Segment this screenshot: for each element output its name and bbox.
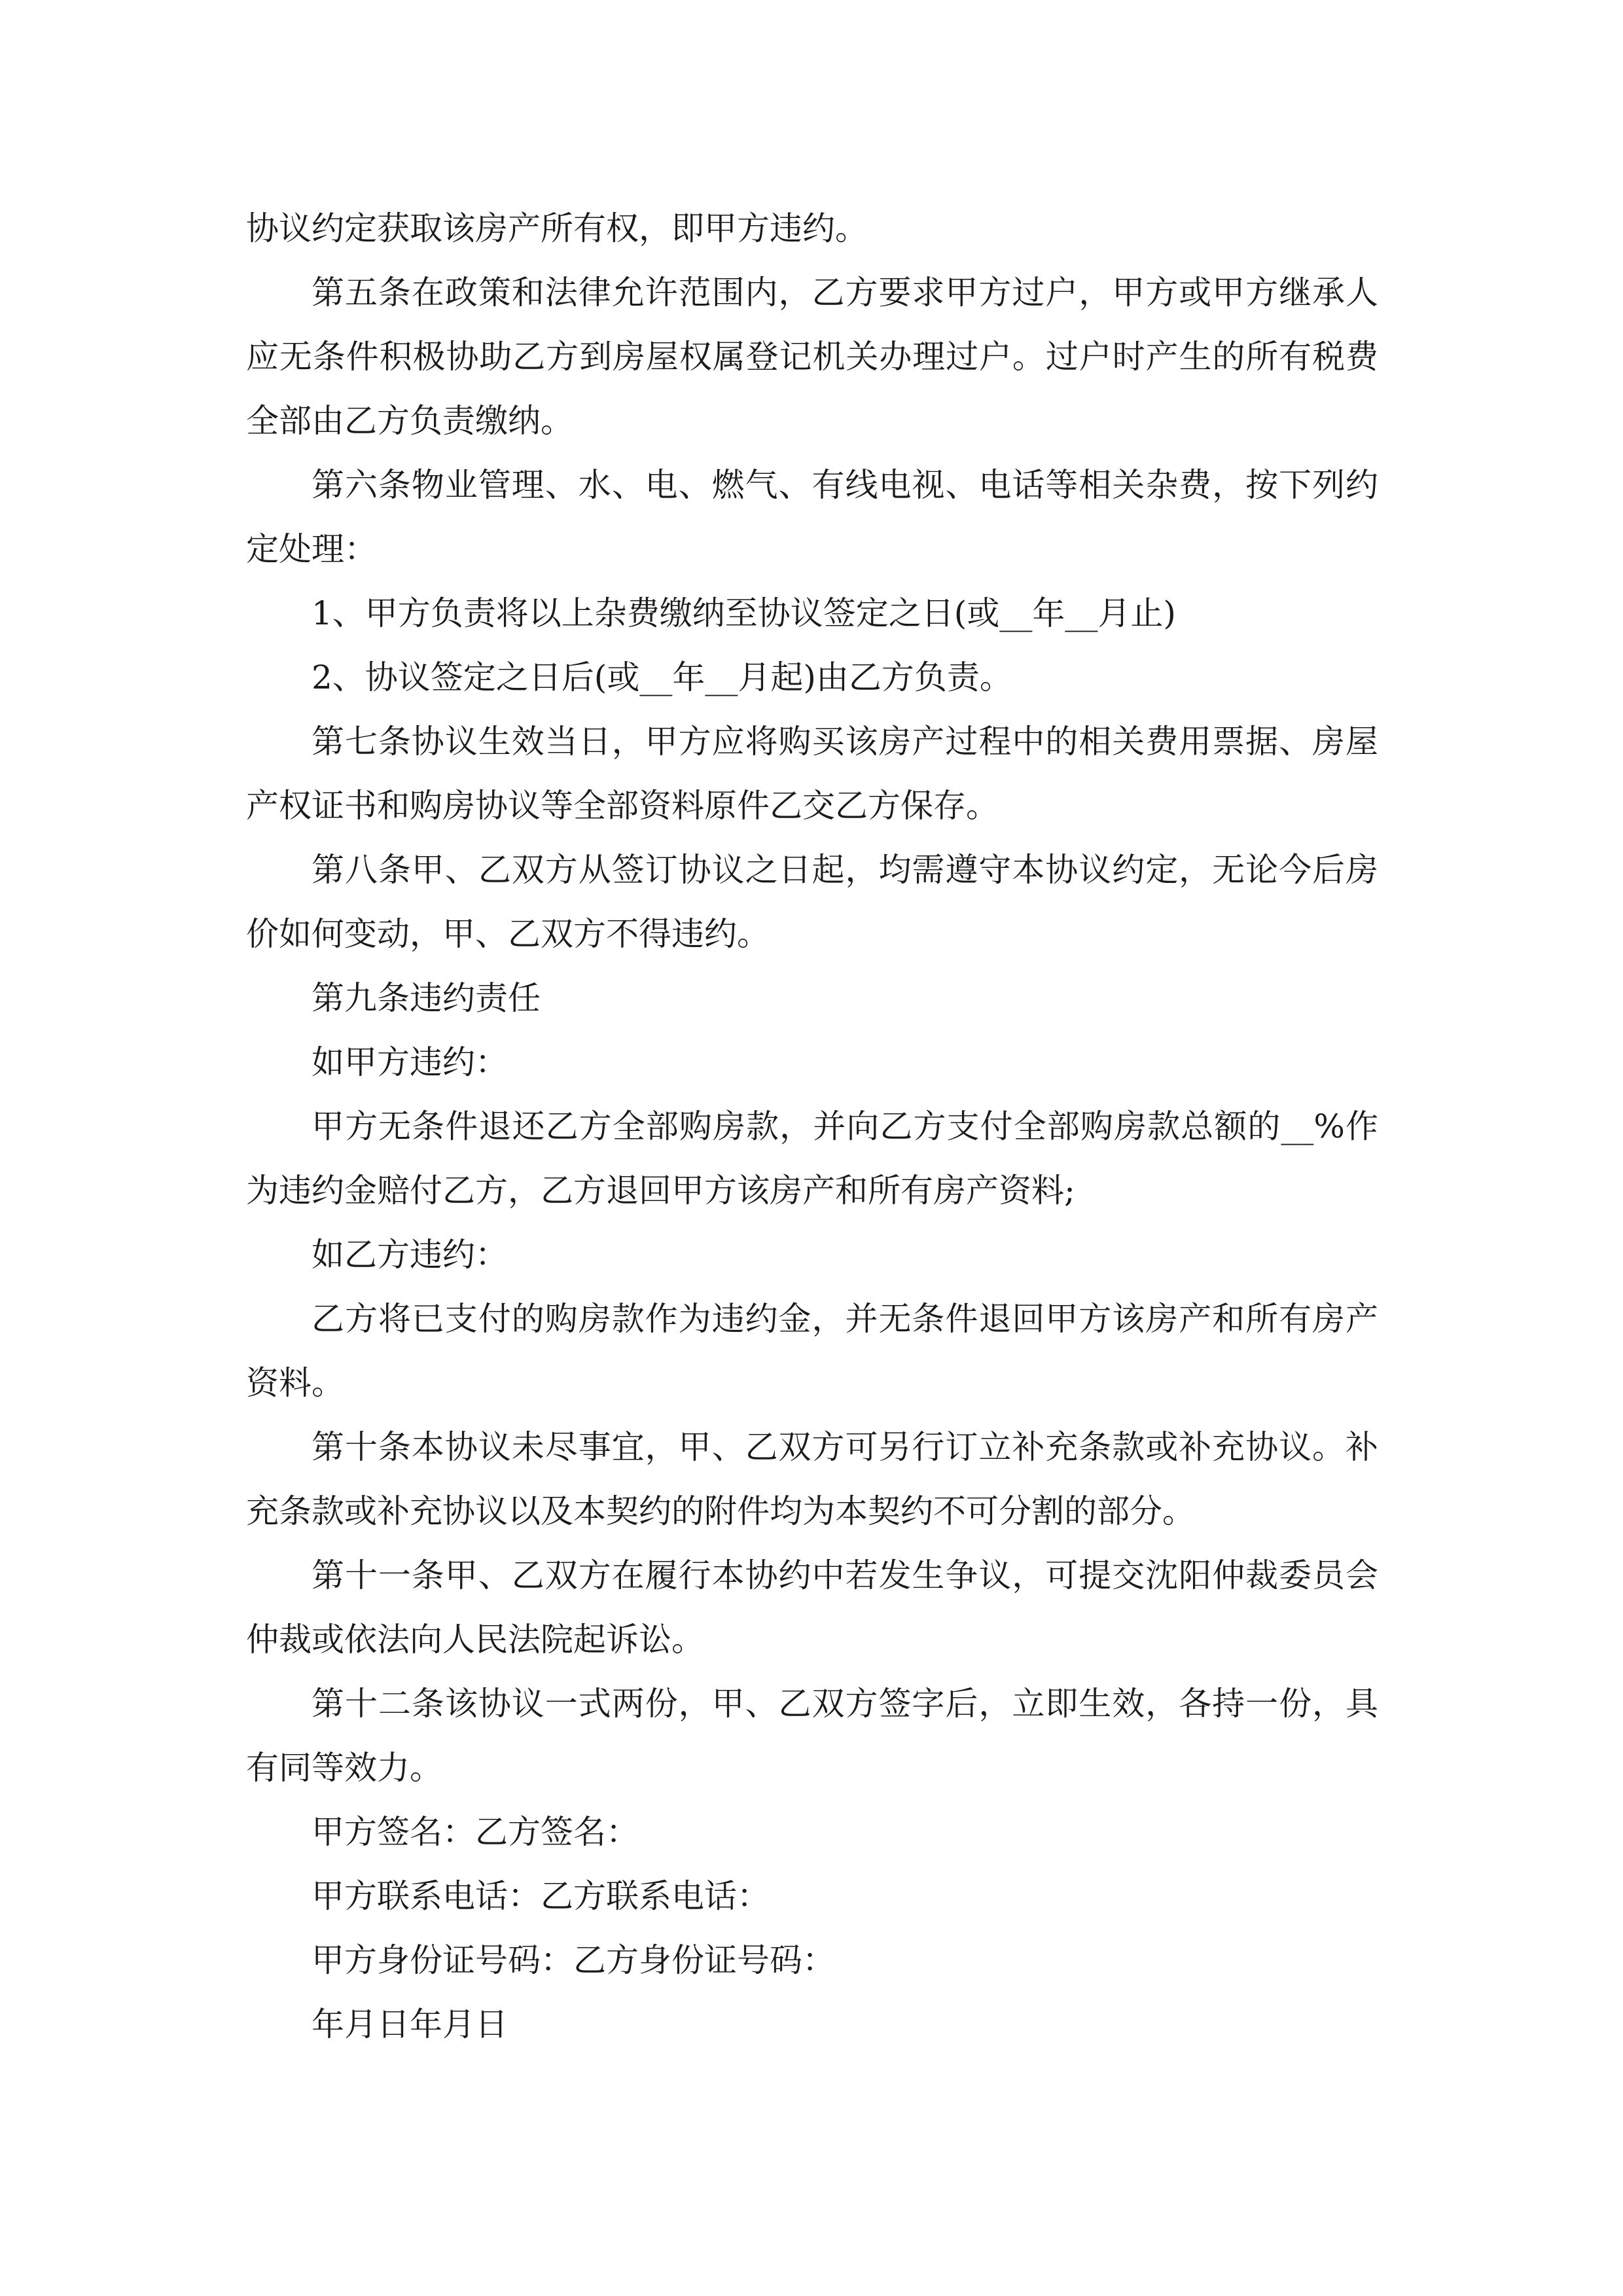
paragraph-article-11: 第十一条甲、乙双方在履行本协约中若发生争议，可提交沈阳仲裁委员会仲裁或依法向人民法院起诉讼。	[246, 1556, 1378, 1659]
document-body	[246, 196, 1378, 2056]
paragraph-article-10: 第十条本协议未尽事宜，甲、乙双方可另行订立补充条款或补充协议。补充条款或补充协议以及本契约的附件均为本契约不可分割的部分。	[246, 1428, 1378, 1530]
signature-line: 甲方签名：乙方签名：	[312, 1813, 639, 1851]
paragraph-party-b-breach-heading: 如乙方违约：	[312, 1236, 508, 1274]
paragraph-party-a-breach: 甲方无条件退还乙方全部购房款，并向乙方支付全部购房款总额的__%作为违约金赔付乙方，乙方退回甲方该房产和所有房产资料;	[246, 1107, 1378, 1210]
paragraph-article-6-item-1: 1、甲方负责将以上杂费缴纳至协议签定之日(或__年__月止)	[312, 594, 1176, 632]
date-line: 年月日年月日	[312, 2005, 508, 2043]
phone-line: 甲方联系电话：乙方联系电话：	[312, 1877, 770, 1915]
id-number-line: 甲方身份证号码：乙方身份证号码：	[312, 1941, 835, 1979]
paragraph-article-9-heading: 第九条违约责任	[312, 979, 541, 1017]
paragraph-article-7: 第七条协议生效当日，甲方应将购买该房产过程中的相关费用票据、房屋产权证书和购房协议等全部资料原件乙交乙方保存。	[246, 723, 1378, 825]
paragraph-continuation: 协议约定获取该房产所有权，即甲方违约。	[246, 209, 868, 247]
paragraph-article-6-item-2: 2、协议签定之日后(或__年__月起)由乙方负责。	[312, 658, 1012, 696]
paragraph-party-b-breach: 乙方将已支付的购房款作为违约金，并无条件退回甲方该房产和所有房产资料。	[246, 1300, 1378, 1402]
paragraph-article-8: 第八条甲、乙双方从签订协议之日起，均需遵守本协议约定，无论今后房价如何变动，甲、乙双方不得违约。	[246, 851, 1378, 953]
paragraph-article-5: 第五条在政策和法律允许范围内，乙方要求甲方过户，甲方或甲方继承人应无条件积极协助乙方到房屋权属登记机关办理过户。过户时产生的所有税费全部由乙方负责缴纳。	[246, 274, 1378, 440]
paragraph-article-6: 第六条物业管理、水、电、燃气、有线电视、电话等相关杂费，按下列约定处理：	[246, 466, 1378, 568]
paragraph-article-12: 第十二条该协议一式两份，甲、乙双方签字后，立即生效，各持一份，具有同等效力。	[246, 1685, 1378, 1787]
paragraph-party-a-breach-heading: 如甲方违约：	[312, 1043, 508, 1081]
